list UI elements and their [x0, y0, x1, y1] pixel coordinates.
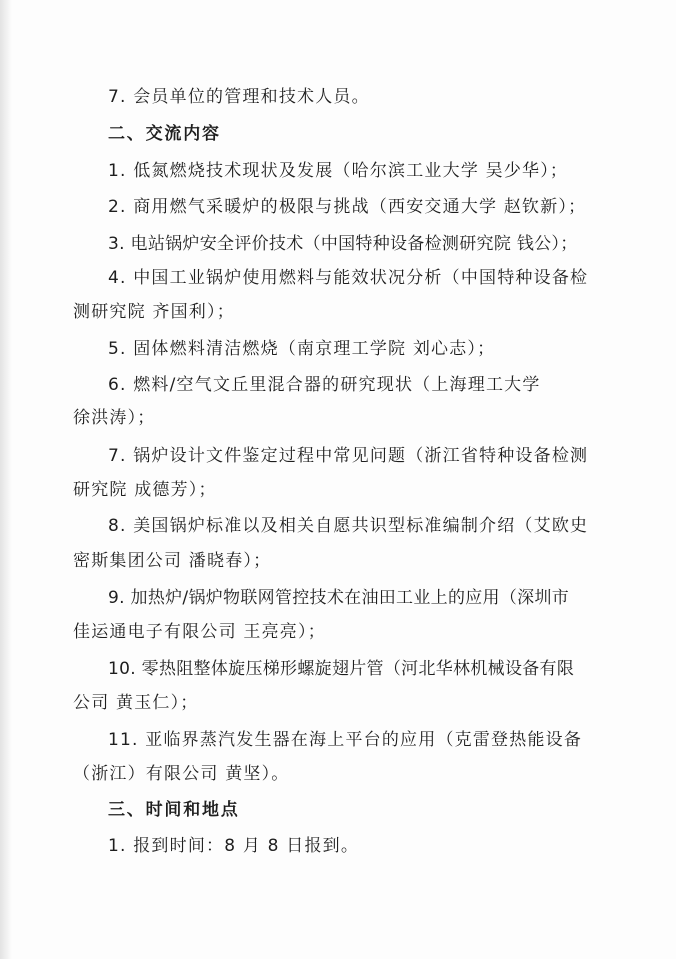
- topic-item-2: 2. 商用燃气采暖炉的极限与挑战（西安交通大学 赵钦新）；: [108, 197, 587, 217]
- topic-item-8-continued: 密斯集团公司 潘晓春）；: [73, 551, 272, 571]
- topic-item-5: 5. 固体燃料清洁燃烧（南京理工学院 刘心志）；: [108, 339, 496, 359]
- section-heading-exchange-content: 二、交流内容: [108, 124, 221, 144]
- topic-item-6-continued: 徐洪涛）；: [73, 408, 156, 428]
- topic-item-7-continued: 研究院 成德芳）；: [73, 480, 217, 500]
- topic-item-7: 7. 锅炉设计文件鉴定过程中常见问题（浙江省特种设备检测: [108, 446, 589, 466]
- topic-item-9-continued: 佳运通电子有限公司 王亮亮）；: [73, 622, 326, 642]
- topic-item-10-continued: 公司 黄玉仁）；: [73, 693, 199, 713]
- topic-item-11-continued: （浙江）有限公司 黄坚）。: [73, 764, 290, 784]
- topic-item-9: 9. 加热炉/锅炉物联网管控技术在油田工业上的应用（深圳市: [108, 588, 570, 608]
- topic-item-4: 4. 中国工业锅炉使用燃料与能效状况分析（中国特种设备检: [108, 268, 589, 288]
- scan-edge-shadow: [0, 0, 12, 959]
- topic-item-4-continued: 测研究院 齐国利）；: [73, 302, 235, 322]
- topic-item-8: 8. 美国锅炉标准以及相关自愿共识型标准编制介绍（艾欧史: [108, 516, 589, 536]
- topic-item-11: 11. 亚临界蒸汽发生器在海上平台的应用（克雷登热能设备: [108, 730, 583, 750]
- topic-item-10: 10. 零热阻整体旋压梯形螺旋翅片管（河北华林机械设备有限: [108, 659, 575, 679]
- topic-item-3: 3. 电站锅炉安全评价技术（中国特种设备检测研究院 钱公）；: [108, 234, 578, 254]
- topic-item-6: 6. 燃料/空气文丘里混合器的研究现状（上海理工大学: [108, 375, 541, 395]
- member-staff-item: 7. 会员单位的管理和技术人员。: [108, 87, 370, 107]
- check-in-time: 1. 报到时间：8 月 8 日报到。: [108, 836, 360, 856]
- topic-item-1: 1. 低氮燃烧技术现状及发展（哈尔滨工业大学 吴少华）；: [108, 161, 569, 181]
- section-heading-time-and-place: 三、时间和地点: [108, 800, 240, 820]
